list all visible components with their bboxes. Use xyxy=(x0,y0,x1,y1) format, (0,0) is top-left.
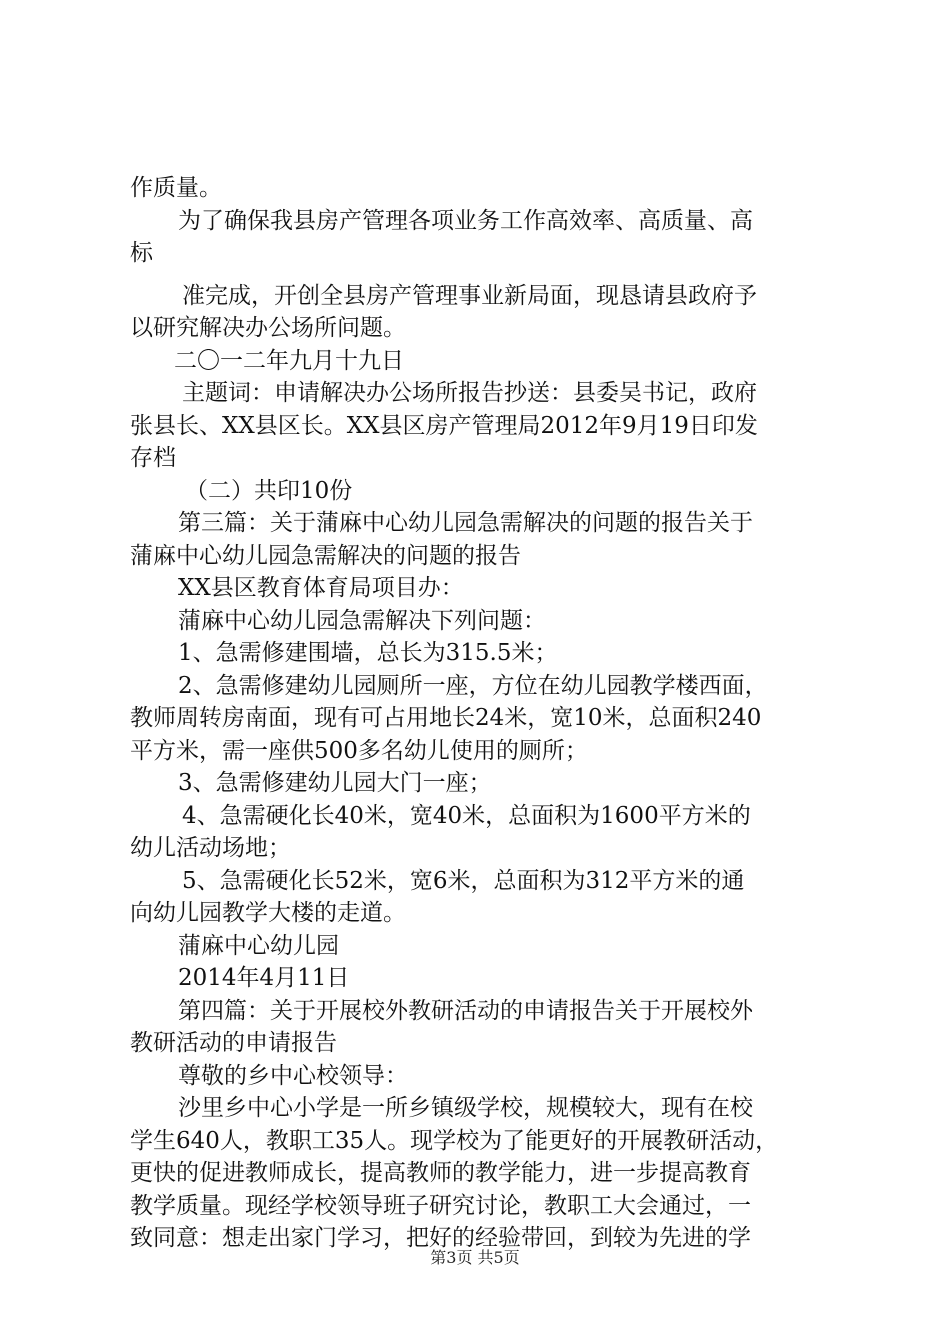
text-line: 蒲麻中心幼儿园急需解决下列问题： xyxy=(178,607,546,634)
list-item: 1、急需修建围墙，总长为315.5米； xyxy=(178,640,558,666)
text-line: 平方米，需一座供500多名幼儿使用的厕所； xyxy=(130,737,588,764)
recipient-line: 尊敬的乡中心校领导： xyxy=(178,1062,408,1089)
list-item: 2、急需修建幼儿园厕所一座，方位在幼儿园教学楼西面， xyxy=(178,672,768,699)
text-line: 存档 xyxy=(130,445,176,471)
list-item: 5、急需硬化长52米，宽6米，总面积为312平方米的通 xyxy=(182,867,745,894)
text-line: 沙里乡中心小学是一所乡镇级学校，规模较大，现有在校 xyxy=(178,1095,753,1121)
text-line: 为了确保我县房产管理各项业务工作高效率、高质量、高 xyxy=(178,207,753,234)
text-line: 准完成，开创全县房产管理事业新局面，现恳请县政府予 xyxy=(182,282,757,309)
text-line: 教学质量。现经学校领导班子研究讨论，教职工大会通过，一 xyxy=(130,1192,751,1219)
recipient-line: XX县区教育体育局项目办： xyxy=(178,575,464,601)
section-heading: 第三篇：关于蒲麻中心幼儿园急需解决的问题的报告关于 xyxy=(178,510,753,536)
page-footer: 第3页 共5页 xyxy=(430,1248,520,1267)
text-line: 幼儿活动场地； xyxy=(130,835,291,861)
text-line: 作质量。 xyxy=(130,175,222,201)
text-line: 张县长、XX县区长。XX县区房产管理局2012年9月19日印发 xyxy=(130,412,758,439)
text-line: 教师周转房南面，现有可占用地长24米，宽10米，总面积240 xyxy=(130,705,762,731)
document-body xyxy=(130,172,835,1255)
text-line: 标 xyxy=(130,240,153,266)
text-line: 以研究解决办公场所问题。 xyxy=(130,315,406,341)
text-line: 主题词：申请解决办公场所报告抄送：县委吴书记，政府 xyxy=(182,380,757,406)
signature-line: 蒲麻中心幼儿园 xyxy=(178,932,339,959)
date-line: 二〇一二年九月十九日 xyxy=(174,347,404,374)
list-item: 4、急需硬化长40米，宽40米，总面积为1600平方米的 xyxy=(182,802,751,829)
section-heading: 教研活动的申请报告 xyxy=(130,1030,337,1056)
text-line: 更快的促进教师成长，提高教师的教学能力，进一步提高教育 xyxy=(130,1160,751,1186)
text-line: 致同意：想走出家门学习，把好的经验带回，到较为先进的学 xyxy=(130,1225,751,1251)
section-heading: 蒲麻中心幼儿园急需解决的问题的报告 xyxy=(130,542,521,569)
text-line: 学生640人，教职工35人。现学校为了能更好的开展教研活动， xyxy=(130,1127,779,1154)
text-line: （二）共印10份 xyxy=(185,477,353,504)
date-line: 2014年4月11日 xyxy=(178,965,350,991)
section-heading: 第四篇：关于开展校外教研活动的申请报告关于开展校外 xyxy=(178,997,753,1024)
list-item: 3、急需修建幼儿园大门一座； xyxy=(178,770,492,796)
text-line: 向幼儿园教学大楼的走道。 xyxy=(130,900,406,926)
